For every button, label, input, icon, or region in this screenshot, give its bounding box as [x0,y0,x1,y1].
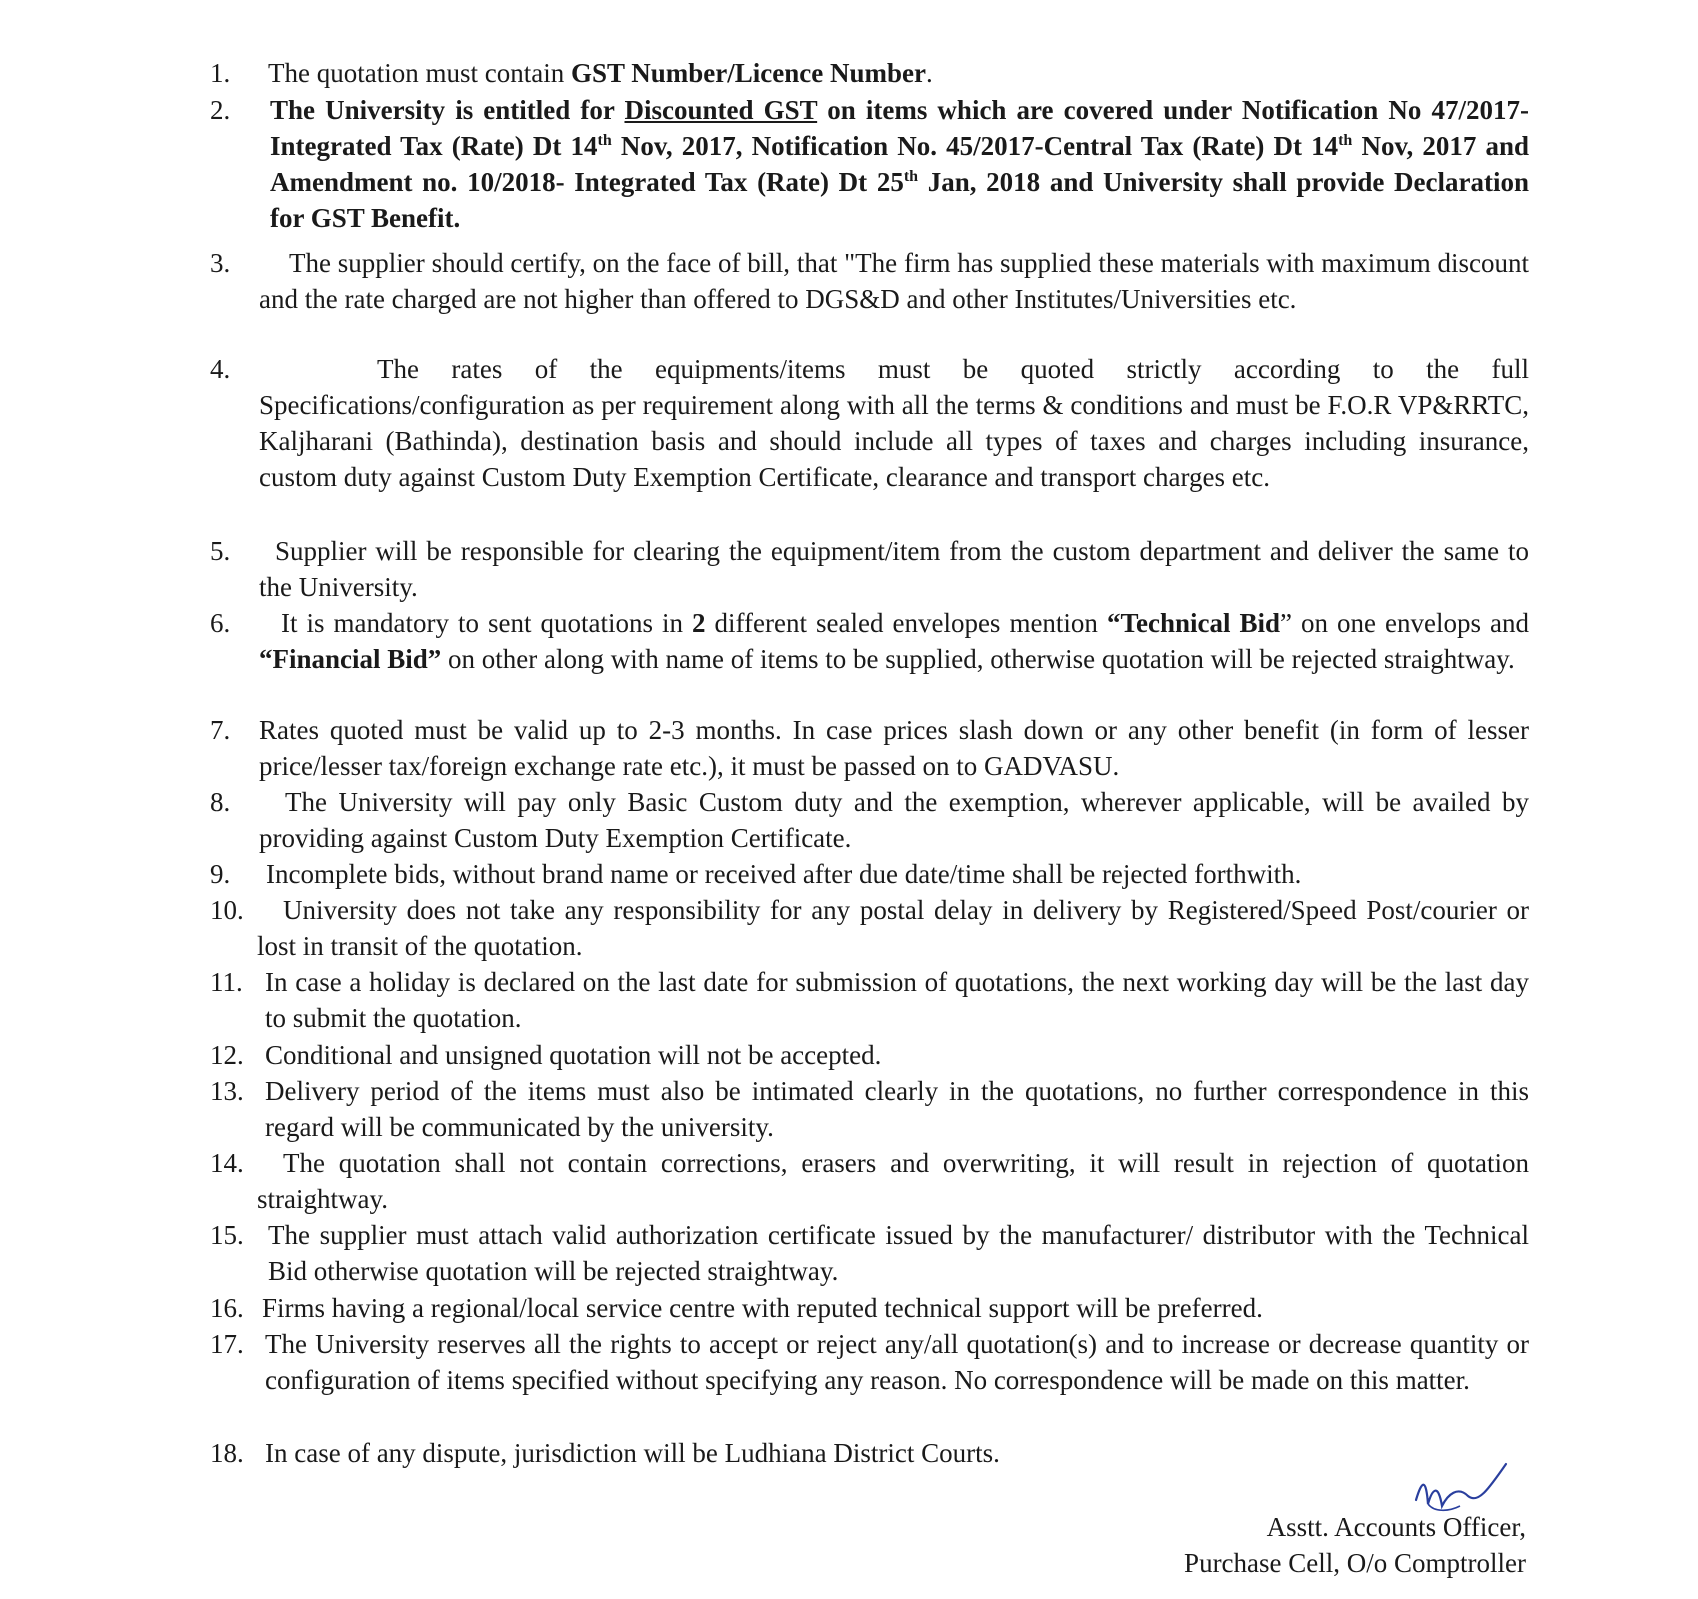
item-text [265,1073,1529,1145]
text-run: University does not take any responsibility for any postal delay in delivery by Registered/Speed Post/courier or lost in transit of the quotation. [257,895,1529,961]
ordinal-suffix: th [903,168,919,185]
item-text [265,1326,1529,1398]
text-run: ” on one envelops and [1280,608,1529,638]
text-run: “Technical Bid [1106,608,1281,638]
ordinal-suffix: th [1338,132,1353,149]
item-text [265,1037,1529,1073]
text-run: Firms having a regional/local service centre with reputed technical support will be preferred. [262,1293,1263,1323]
item-text [259,245,1529,317]
item-text [262,1290,1529,1326]
text-run: Supplier will be responsible for clearing the equipment/item from the custom department and deliver the same to the University. [259,536,1529,602]
text-run: The supplier should certify, on the face of bill, that "The firm has supplied these materials with maximum discount and the rate charged are not higher than offered to DGS&D and other Institutes/Universities etc. [259,248,1529,314]
text-run: The quotation must contain [268,58,571,88]
item-text [259,351,1529,495]
item-text [257,1145,1529,1217]
text-run: The quotation shall not contain corrections, erasers and overwriting, it will result in rejection of quotation straightway. [257,1148,1529,1214]
item-number: 2. [210,95,231,125]
item-number: 13. [210,1076,244,1106]
item-number: 16. [210,1293,244,1323]
signatory-office: Purchase Cell, O/o Comptroller [1184,1548,1526,1578]
text-run: different sealed envelopes mention [705,608,1107,638]
signature-block [1184,1509,1526,1581]
ordinal-suffix: th [597,132,612,149]
text-run: Nov, 2017, Notification No. 45/2017-Central Tax (Rate) Dt 14 [611,131,1339,161]
item-number: 5. [210,536,231,566]
item-text [259,605,1529,677]
item-text [265,964,1529,1036]
item-text [266,856,1529,892]
item-text [270,92,1529,236]
text-run: Rates quoted must be valid up to 2-3 months. In case prices slash down or any other benefit (in form of lesser price/lesser tax/foreign exchange rate etc.), it must be passed on to GADVASU. [259,715,1529,781]
text-run: Discounted GST [624,95,818,125]
text-run: In case of any dispute, jurisdiction will be Ludhiana District Courts. [265,1438,1000,1468]
item-text [268,1217,1529,1289]
item-number: 7. [210,715,231,745]
item-text [265,1435,1529,1471]
item-text [259,712,1529,784]
item-number: 14. [210,1148,244,1178]
item-number: 9. [210,859,231,889]
text-run: GST Number/Licence Number [570,58,926,88]
text-run: on other along with name of items to be supplied, otherwise quotation will be rejected straightway. [441,644,1515,674]
text-run: 2 [692,608,706,638]
item-number: 6. [210,608,231,638]
text-run: The University will pay only Basic Custom duty and the exemption, wherever applicable, will be availed by providing against Custom Duty Exemption Certificate. [259,787,1529,853]
item-number: 12. [210,1040,244,1070]
text-run: . [925,58,933,88]
text-run: Nov, 2017 and Amendment no. 10/2018- Integrated Tax (Rate) Dt 25 [270,131,1529,197]
text-run: In case a holiday is declared on the last date for submission of quotations, the next working day will be the last day to submit the quotation. [265,967,1529,1033]
item-text [257,892,1529,964]
item-number: 11. [210,967,243,997]
text-run: The University is entitled for [270,95,625,125]
text-run: The University reserves all the rights to accept or reject any/all quotation(s) and to increase or decrease quantity or configuration of items specified without specifying any reason. No correspondence will be made on this matter. [265,1329,1529,1395]
text-run: “Financial Bid” [259,644,442,674]
text-run: Conditional and unsigned quotation will not be accepted. [265,1040,882,1070]
item-number: 17. [210,1329,244,1359]
text-run: The rates of the equipments/items must be quoted strictly according to the full Specifications/configuration as per requirement along with all the terms & conditions and must be F.O.R VP&RRTC, Kaljharani (Bathinda), destination basis and should include all types of taxes and charges including insurance, custom duty against Custom Duty Exemption Certificate, clearance and transport charges etc. [259,354,1529,492]
item-text [268,55,1529,91]
text-run: It is mandatory to sent quotations in [281,608,693,638]
item-number: 8. [210,787,231,817]
text-run: on items which are covered under Notification No 47/2017- Integrated Tax (Rate) Dt 14 [270,95,1529,161]
item-number: 4. [210,354,231,384]
text-run: The supplier must attach valid authorization certificate issued by the manufacturer/ distributor with the Technical Bid otherwise quotation will be rejected straightway. [268,1220,1529,1286]
item-number: 1. [210,58,231,88]
signatory-title: Asstt. Accounts Officer, [1266,1512,1526,1542]
item-number: 3. [210,248,231,278]
item-number: 18. [210,1438,244,1468]
text-run: Delivery period of the items must also be intimated clearly in the quotations, no further correspondence in this regard will be communicated by the university. [265,1076,1529,1142]
item-number: 10. [210,895,244,925]
text-run: Jan, 2018 and University shall provide Declaration for GST Benefit. [270,167,1529,233]
text-run: Incomplete bids, without brand name or received after due date/time shall be rejected forthwith. [266,859,1302,889]
item-text [259,533,1529,605]
item-number: 15. [210,1220,244,1250]
item-text [259,784,1529,856]
